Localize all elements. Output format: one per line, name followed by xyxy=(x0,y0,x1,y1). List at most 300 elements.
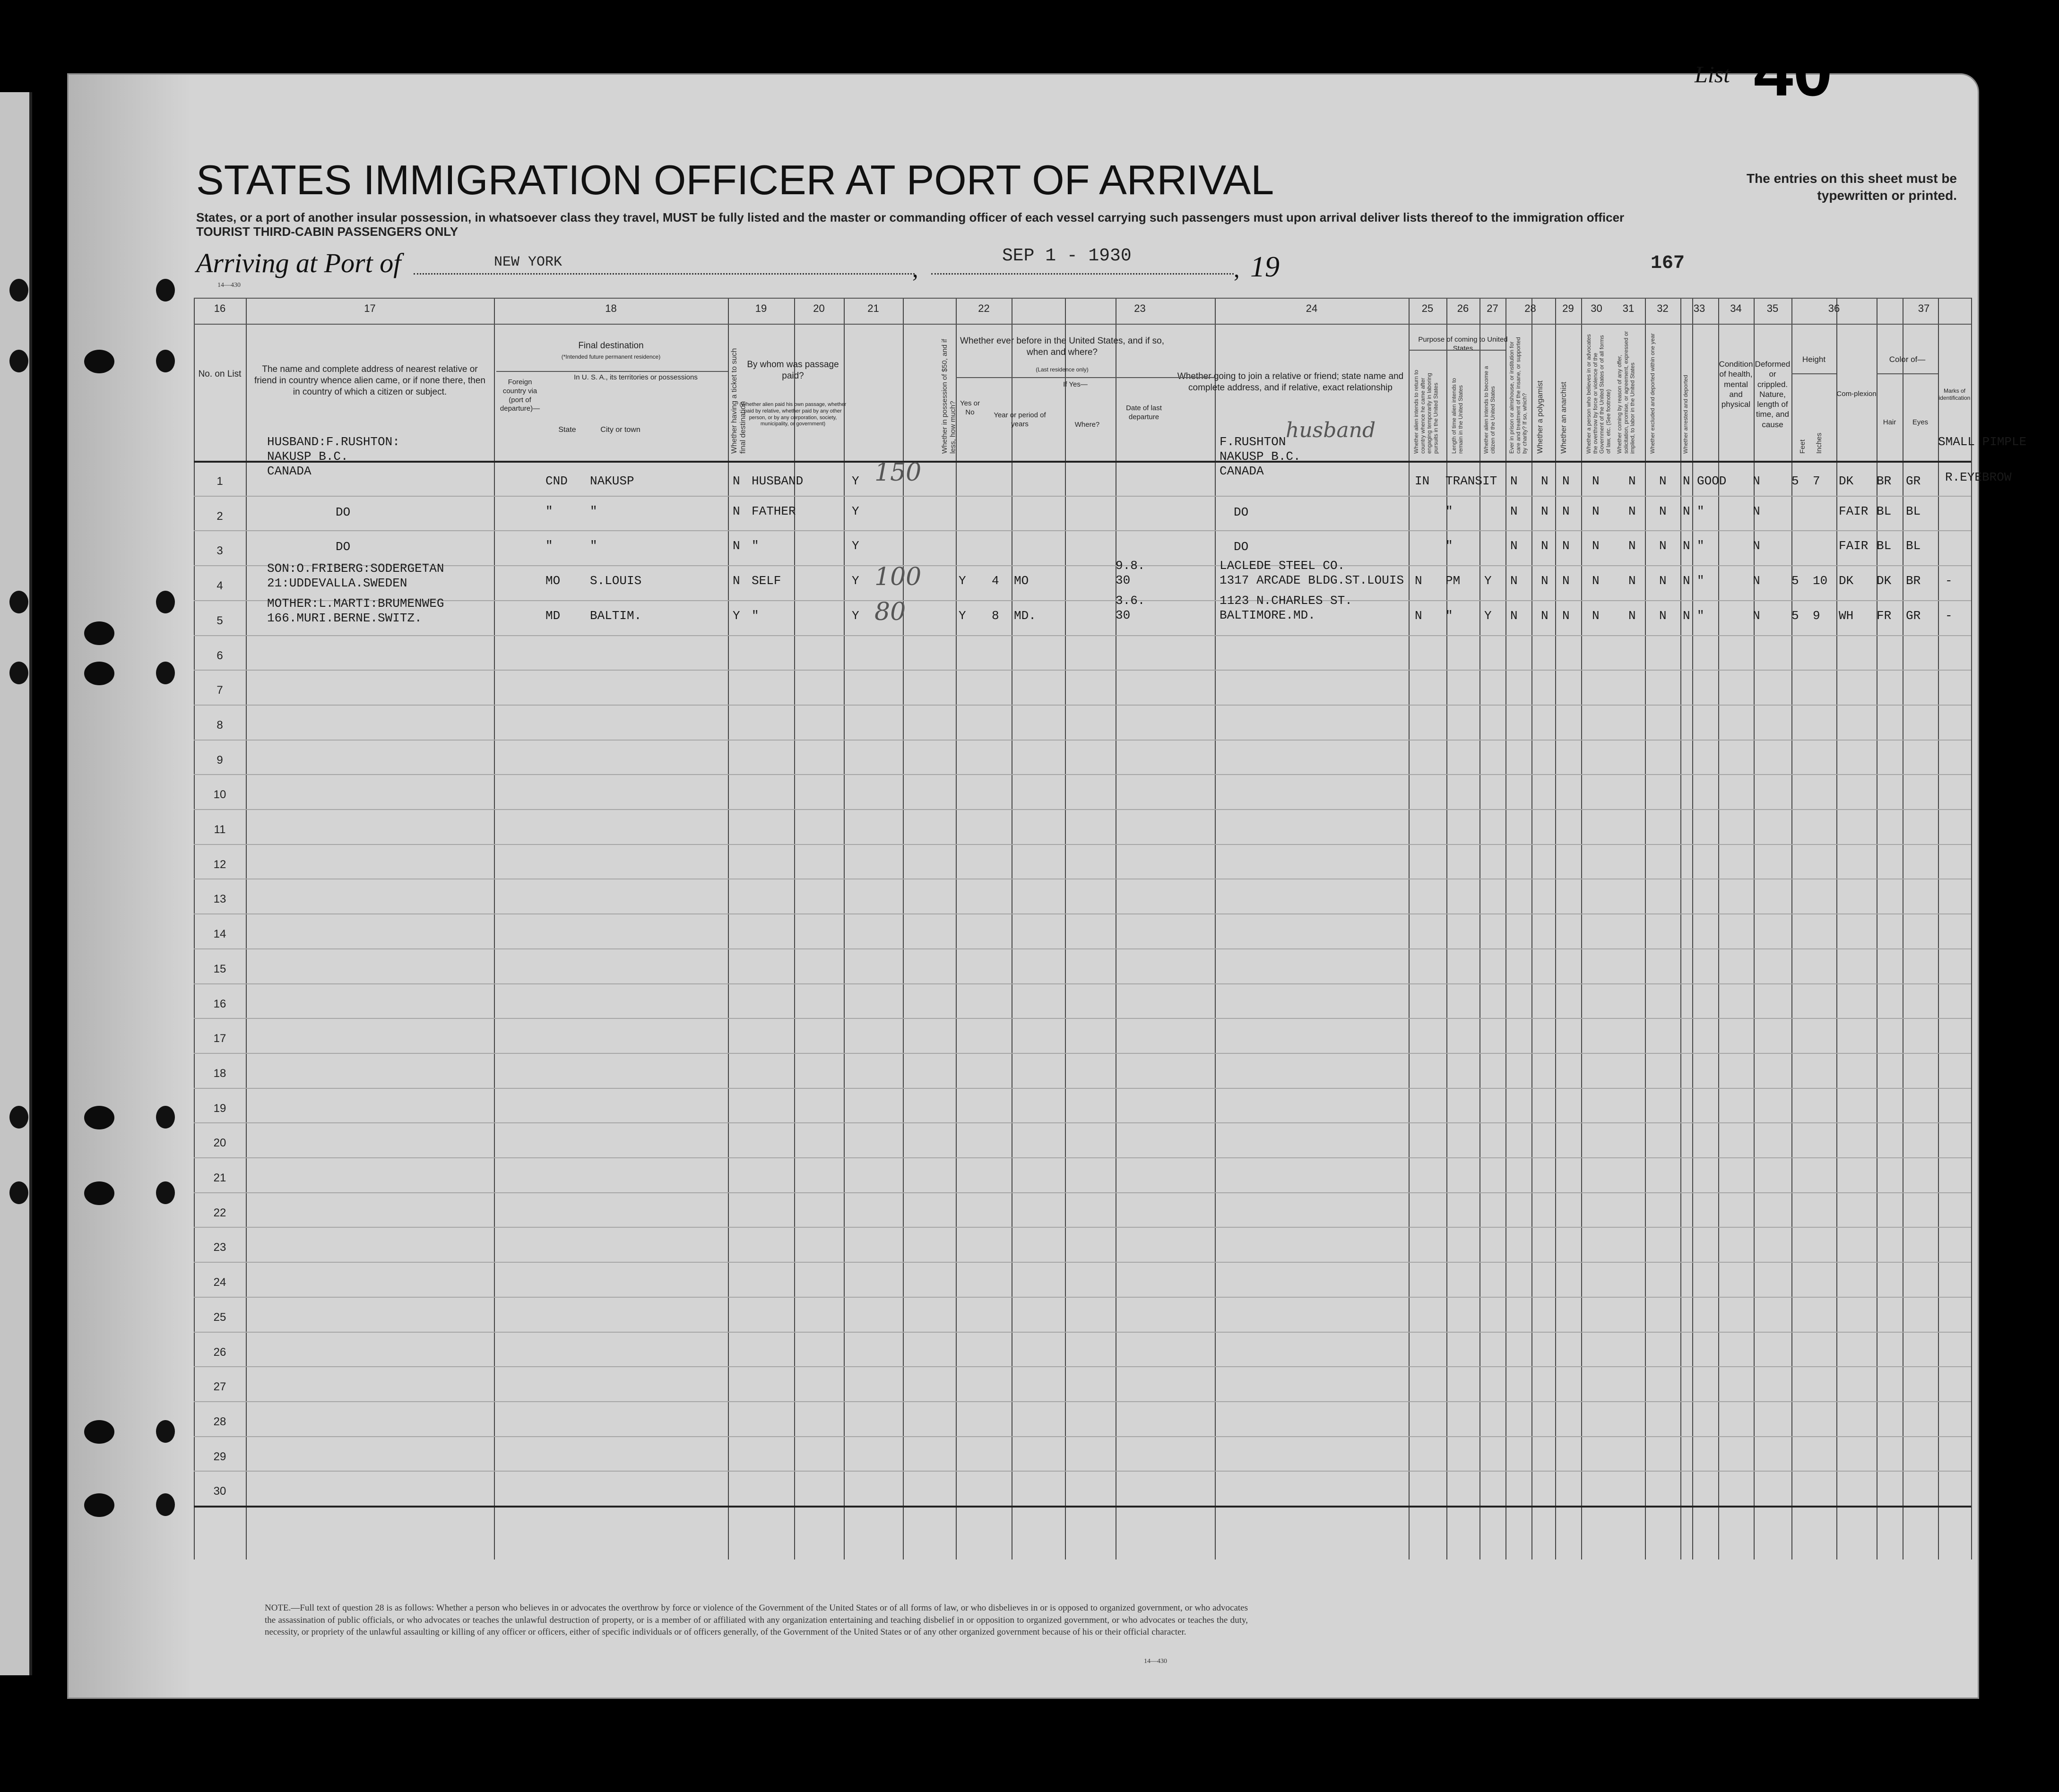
handwritten-note: husband xyxy=(1286,418,1376,442)
row-p2: " xyxy=(1445,539,1453,553)
row-city: BALTIM. xyxy=(590,608,642,623)
binder-pin xyxy=(9,662,28,684)
form-code: 14—430 xyxy=(217,282,241,289)
header-complexion: Com-plexion xyxy=(1836,390,1877,398)
row-number: 21 xyxy=(213,1172,226,1184)
relative-text: MOTHER:L.MARTI:BRUMENWEG xyxy=(267,596,444,611)
header-arrested: Whether arrested and deported xyxy=(1682,375,1689,454)
header-no-on-list: No. on List xyxy=(198,369,242,379)
year-prefix: 19 xyxy=(1250,251,1280,283)
row-number: 23 xyxy=(213,1241,226,1254)
column-number: 34 xyxy=(1730,302,1742,314)
join-text: 1317 ARCADE BLDG.ST.LOUIS xyxy=(1220,573,1404,588)
column-number: 22 xyxy=(978,302,990,314)
row-c30: N xyxy=(1659,608,1667,623)
header-if-yes: If Yes— xyxy=(1063,380,1088,388)
row-complexion: FAIR xyxy=(1839,539,1869,553)
row-paid: " xyxy=(752,608,759,623)
row-paid: HUSBAND xyxy=(752,474,804,488)
row-date-departure: 3.6. xyxy=(1116,593,1145,608)
row-p3: Y xyxy=(1484,608,1492,623)
row-number: 11 xyxy=(214,823,226,836)
column-number: 31 xyxy=(1622,302,1635,314)
header-nearest-relative: The name and complete address of nearest relative or friend in country whence alien came, or if none there, then in country of which a citizen or subject. xyxy=(254,364,485,397)
column-number: 18 xyxy=(605,302,617,314)
header-purpose-2: Length of time alien intends to remain in the United States xyxy=(1451,378,1464,454)
row-feet: 5 xyxy=(1791,474,1799,488)
row-eyes: BL xyxy=(1906,504,1921,518)
row-deformed: N xyxy=(1753,539,1760,553)
page-title: STATES IMMIGRATION OFFICER AT PORT OF ARRIVAL xyxy=(196,156,1274,203)
row-money: Y xyxy=(852,539,859,553)
subheader-rule xyxy=(1791,373,1836,374)
relative-text: DO xyxy=(336,540,351,554)
row-number: 2 xyxy=(216,509,223,523)
row-health: " xyxy=(1697,539,1704,553)
row-number: 14 xyxy=(213,928,226,941)
row-c28: N xyxy=(1592,574,1600,588)
row-number: 4 xyxy=(216,579,223,593)
column-number: 19 xyxy=(755,302,767,314)
column-number: 24 xyxy=(1306,302,1318,314)
subheader-rule xyxy=(496,371,728,372)
page-subtitle: States, or a port of another insular possession, in whatsoever class they travel, MUST be fully listed and the master or commanding officer of each vessel carrying such passengers must upon arrival deliver lists thereof to the immigration officer xyxy=(196,210,1625,224)
page-shading xyxy=(69,75,191,1697)
row-feet: 5 xyxy=(1791,608,1799,623)
header-possession-50: Whether in possession of $50, and if less, how much? xyxy=(941,339,957,454)
header-color-of: Color of— xyxy=(1889,355,1926,364)
row-money: Y xyxy=(852,608,859,623)
previous-page-edge xyxy=(0,92,32,1675)
footer-form-code: 14—430 xyxy=(1144,1658,1167,1665)
row-c29: N xyxy=(1628,574,1636,588)
row-rule xyxy=(194,670,1971,671)
column-number: 20 xyxy=(813,302,825,314)
colnum-rule xyxy=(194,324,1971,325)
row-rule xyxy=(194,1192,1971,1193)
row-p2: " xyxy=(1445,608,1453,623)
row-c30: N xyxy=(1659,574,1667,588)
row-complexion: DK xyxy=(1839,474,1854,488)
row-number: 26 xyxy=(213,1345,226,1359)
header-where: Where? xyxy=(1074,421,1100,429)
row-rule xyxy=(194,1332,1971,1333)
row-paid: SELF xyxy=(752,574,781,588)
header-passage-paid-note: (Whether alien paid his own passage, whether paid by relative, whether paid by any other person, or by any corporation, society, municipality, or government) xyxy=(739,402,847,427)
binder-pin xyxy=(9,1181,28,1204)
column-number: 27 xyxy=(1487,302,1498,314)
row-paid: FATHER xyxy=(752,504,796,518)
header-final-destination-note: (*Intended future permanent residence) xyxy=(561,353,661,360)
join-text: LACLEDE STEEL CO. xyxy=(1220,559,1345,573)
binder-pin xyxy=(156,1493,175,1516)
column-number: 28 xyxy=(1524,302,1536,314)
row-state: CND xyxy=(545,474,568,488)
row-paid: " xyxy=(752,539,759,553)
column-number: 16 xyxy=(214,302,226,314)
header-state: State xyxy=(558,426,576,434)
row-ticket: Y xyxy=(733,608,740,623)
row-p2: " xyxy=(1445,504,1453,518)
binder-pin xyxy=(156,350,175,372)
column-rule xyxy=(728,298,729,1559)
row-number: 25 xyxy=(213,1310,226,1324)
row-rule xyxy=(194,1157,1971,1158)
row-ticket: N xyxy=(733,504,740,518)
row-money: Y xyxy=(852,574,859,588)
row-state: MD xyxy=(545,608,561,623)
comma-separator: , xyxy=(912,256,918,282)
row-number: 1 xyxy=(216,475,223,488)
header-joining: Whether going to join a relative or friend; state name and complete address, and if relative, exact relationship xyxy=(1177,371,1404,393)
row-rule xyxy=(194,530,1971,531)
row-rule xyxy=(194,1227,1971,1228)
relative-text: HUSBAND:F.RUSHTON: xyxy=(267,435,400,449)
row-rule xyxy=(194,600,1971,601)
identification-mark: - xyxy=(1945,608,1953,623)
row-number: 19 xyxy=(213,1102,226,1115)
row-rule xyxy=(194,1436,1971,1437)
manifest-table xyxy=(194,298,2027,1559)
row-complexion: WH xyxy=(1839,608,1854,623)
row-c27: N xyxy=(1562,504,1570,518)
row-number: 22 xyxy=(213,1206,226,1219)
row-rule xyxy=(194,809,1971,810)
binder-pin xyxy=(9,279,28,302)
column-number: 33 xyxy=(1693,302,1705,314)
row-p1: N xyxy=(1415,608,1422,623)
column-rule xyxy=(1215,298,1216,1559)
column-number: 32 xyxy=(1657,302,1669,314)
row-eyes: BL xyxy=(1906,539,1921,553)
row-deformed: N xyxy=(1753,574,1760,588)
column-rule xyxy=(1581,298,1582,1559)
row-years: 8 xyxy=(992,608,999,623)
row-number: 18 xyxy=(213,1067,226,1080)
footnote: NOTE.—Full text of question 28 is as follows: Whether a person who believes in or advocates the overthrow by force or violence of the Government of the United States or of all forms of law, or who disbelieves in or is opposed to organized government, or who advocates the assassination of public officials, or who advocates or teaches the unlawful destruction of property, or is a member of or affiliated with any organization entertaining and teaching disbelief in or opposition to organized government, or who advocates or teaches the duty, necessity, or propriety of the unlawful assaulting or killing of any officer or officers, either of specific individuals or of officers generally, of the Government of the United States or of any other organized government because of his or their official character. xyxy=(265,1603,1248,1637)
row-state: MO xyxy=(545,574,561,588)
column-rule xyxy=(494,298,495,1559)
date-underline xyxy=(931,273,1234,275)
binder-pin xyxy=(156,662,175,684)
row-number: 7 xyxy=(216,684,223,697)
row-c27: N xyxy=(1562,574,1570,588)
column-number: 26 xyxy=(1457,302,1469,314)
column-number: 23 xyxy=(1134,302,1146,314)
row-hair: DK xyxy=(1877,574,1892,588)
column-number: 35 xyxy=(1766,302,1779,314)
row-p1: N xyxy=(1415,574,1422,588)
header-inches: Inches xyxy=(1815,432,1823,454)
row-complexion: FAIR xyxy=(1839,504,1869,518)
row-state: " xyxy=(545,539,553,553)
header-purpose-1: Whether alien intends to return to country whence he came after engaging temporarily in laboring pursuits in the United States xyxy=(1413,370,1439,454)
row-rule xyxy=(194,1018,1971,1019)
binder-hole xyxy=(84,1493,114,1517)
row-number: 28 xyxy=(213,1415,226,1428)
header-prison: Ever in prison or almshouse, or institution for care and treatment of the insane, or supported by charity? If so, which? xyxy=(1508,337,1528,454)
subheader-rule xyxy=(956,377,1215,378)
row-rule xyxy=(194,774,1971,775)
row-c30: N xyxy=(1659,539,1667,553)
column-rule xyxy=(1531,298,1532,1559)
relative-text: NAKUSP B.C. xyxy=(267,449,348,464)
column-rule xyxy=(1065,298,1066,1559)
row-c31: N xyxy=(1683,474,1690,488)
header-passage-paid: By whom was passage paid? xyxy=(747,360,839,381)
row-rule xyxy=(194,913,1971,914)
column-rule xyxy=(1680,298,1681,1559)
relative-text: 166.MURI.BERNE.SWITZ. xyxy=(267,611,422,625)
header-marks: Marks of identification xyxy=(1938,388,1971,401)
row-money: Y xyxy=(852,474,859,488)
row-ever: Y xyxy=(959,608,966,623)
row-rule xyxy=(194,1366,1971,1367)
row-rule xyxy=(194,948,1971,949)
row-rule xyxy=(194,844,1971,845)
row-c25: N xyxy=(1510,574,1518,588)
row-years: 4 xyxy=(992,574,999,588)
row-rule xyxy=(194,1088,1971,1089)
row-c29: N xyxy=(1628,539,1636,553)
row-number: 15 xyxy=(213,962,226,975)
list-number: 40 xyxy=(1754,31,1833,111)
row-c26: N xyxy=(1541,574,1549,588)
column-number: 21 xyxy=(867,302,879,314)
row-c31: N xyxy=(1683,574,1690,588)
header-final-destination: Final destination xyxy=(578,341,644,351)
row-money: Y xyxy=(852,504,859,518)
header-overthrow: Whether a person who believes in or advocates the overthrow by force or violence of the Government of the United States or of all forms of law, etc. (See footnote) xyxy=(1585,334,1612,454)
row-number: 5 xyxy=(216,614,223,627)
row-c26: N xyxy=(1541,504,1549,518)
join-text: DO xyxy=(1234,505,1249,519)
join-text: CANADA xyxy=(1220,464,1264,478)
row-number: 9 xyxy=(216,753,223,767)
row-hair: BR xyxy=(1877,474,1892,488)
header-date-departure: Date of last departure xyxy=(1126,404,1162,421)
row-number: 30 xyxy=(213,1485,226,1498)
header-bottom-rule xyxy=(194,461,1971,463)
row-c31: N xyxy=(1683,608,1690,623)
header-hair: Hair xyxy=(1883,418,1896,426)
row-c27: N xyxy=(1562,608,1570,623)
row-number: 6 xyxy=(216,649,223,662)
row-date-departure: 30 xyxy=(1116,608,1131,622)
relative-text: DO xyxy=(336,505,351,519)
column-rule xyxy=(1692,298,1693,1559)
row-rule xyxy=(194,1297,1971,1298)
handwritten-amount: 100 xyxy=(874,563,922,592)
port-value: NEW YORK xyxy=(494,254,562,270)
row-rule xyxy=(194,496,1971,497)
row-c26: N xyxy=(1541,608,1549,623)
header-eyes: Eyes xyxy=(1912,418,1929,426)
identification-mark: SMALL PIMPLE xyxy=(1938,435,2027,449)
header-ticket: Whether having a ticket to such final destination xyxy=(730,348,747,454)
row-eyes: BR xyxy=(1906,574,1921,588)
row-city: NAKUSP xyxy=(590,474,634,488)
column-rule xyxy=(1409,298,1410,1559)
row-c31: N xyxy=(1683,539,1690,553)
row-p2: TRANSIT xyxy=(1445,474,1497,488)
row-c28: N xyxy=(1592,504,1600,518)
row-ticket: N xyxy=(733,574,740,588)
row-c29: N xyxy=(1628,474,1636,488)
row-where: MD. xyxy=(1014,608,1036,623)
header-city: City or town xyxy=(600,426,640,434)
header-foreign-country: Foreign country via (port of departure)— xyxy=(500,378,540,413)
column-rule xyxy=(1971,298,1972,1559)
subheader-rule xyxy=(1409,350,1505,351)
row-p1: IN xyxy=(1415,474,1430,488)
header-ever-before-note: (Last residence only) xyxy=(1036,366,1089,373)
header-excluded: Whether coming by reason of any offer, solicitation, promise, or agreement, expressed or implied, to labor in the United States xyxy=(1616,331,1636,454)
row-c27: N xyxy=(1562,539,1570,553)
column-rule xyxy=(1555,298,1556,1559)
row-c25: N xyxy=(1510,608,1518,623)
row-hair: BL xyxy=(1877,504,1892,518)
row-rule xyxy=(194,983,1971,984)
row-rule xyxy=(194,1122,1971,1123)
binder-hole xyxy=(84,350,114,373)
header-polygamist: Whether a polygamist xyxy=(1536,380,1544,454)
column-number: 37 xyxy=(1918,302,1930,314)
list-instruction: The entries on this sheet must be typewritten or printed. xyxy=(1747,171,1957,203)
row-c28: N xyxy=(1592,474,1600,488)
row-number: 3 xyxy=(216,544,223,558)
row-inches: 7 xyxy=(1813,474,1820,488)
binder-pin xyxy=(156,591,175,613)
row-rule xyxy=(194,1401,1971,1402)
relative-text: CANADA xyxy=(267,464,311,478)
row-c25: N xyxy=(1510,504,1518,518)
column-number: 17 xyxy=(364,302,376,314)
subheader-rule xyxy=(1877,373,1938,374)
comma-separator: , xyxy=(1234,256,1240,282)
column-rule xyxy=(903,298,904,1559)
binder-hole xyxy=(84,662,114,685)
identification-mark: R.EYEBROW xyxy=(1945,470,2012,484)
column-number: 29 xyxy=(1562,302,1574,314)
header-ever-before: Whether ever before in the United States, and if so, when and where? xyxy=(960,336,1164,357)
row-number: 27 xyxy=(213,1380,226,1394)
binder-pin xyxy=(156,1181,175,1204)
header-deformed: Deformed or crippled. Nature, length of time, and cause xyxy=(1755,360,1791,429)
row-health: " xyxy=(1697,504,1704,518)
row-rule xyxy=(194,1262,1971,1263)
column-rule xyxy=(956,298,957,1559)
row-state: " xyxy=(545,504,553,518)
binder-pin xyxy=(9,1106,28,1129)
row-ticket: N xyxy=(733,474,740,488)
arriving-label: Arriving at Port of xyxy=(196,248,401,278)
binder-pin xyxy=(9,591,28,613)
row-hair: BL xyxy=(1877,539,1892,553)
join-text: DO xyxy=(1234,540,1249,554)
column-number: 25 xyxy=(1421,302,1434,314)
row-ticket: N xyxy=(733,539,740,553)
sheet-number: 167 xyxy=(1651,253,1685,274)
handwritten-amount: 80 xyxy=(874,597,906,626)
row-city: S.LOUIS xyxy=(590,574,642,588)
row-city: " xyxy=(590,504,597,518)
header-condition: Condition of health, mental and physical xyxy=(1719,360,1753,409)
binder-hole xyxy=(84,621,114,645)
row-rule xyxy=(194,1471,1971,1472)
row-c29: N xyxy=(1628,608,1636,623)
row-number: 12 xyxy=(213,858,226,871)
row-c26: N xyxy=(1541,539,1549,553)
binder-pin xyxy=(156,279,175,302)
column-rule xyxy=(1645,298,1646,1559)
header-anarchist: Whether an anarchist xyxy=(1560,381,1568,454)
header-purpose-3: Whether alien intends to become a citizen of the United States xyxy=(1483,366,1496,454)
join-text: 1123 N.CHARLES ST. xyxy=(1220,593,1352,608)
binder-pin xyxy=(9,350,28,372)
row-c26: N xyxy=(1541,474,1549,488)
row-c27: N xyxy=(1562,474,1570,488)
row-p3: Y xyxy=(1484,574,1492,588)
row-health: " xyxy=(1697,608,1704,623)
row-number: 10 xyxy=(213,788,226,801)
row-number: 13 xyxy=(213,893,226,906)
row-rule xyxy=(194,740,1971,741)
row-deformed: N xyxy=(1753,504,1760,518)
row-c30: N xyxy=(1659,474,1667,488)
passenger-class: TOURIST THIRD-CABIN PASSENGERS ONLY xyxy=(196,224,459,239)
row-ever: Y xyxy=(959,574,966,588)
header-purpose: Purpose of coming to United States xyxy=(1418,336,1508,353)
row-c28: N xyxy=(1592,608,1600,623)
row-rule xyxy=(194,1506,1971,1508)
row-health: " xyxy=(1697,574,1704,588)
row-c31: N xyxy=(1683,504,1690,518)
row-eyes: GR xyxy=(1906,608,1921,623)
row-deformed: N xyxy=(1753,474,1760,488)
row-c25: N xyxy=(1510,539,1518,553)
row-rule xyxy=(194,705,1971,706)
row-feet: 5 xyxy=(1791,574,1799,588)
row-c25: N xyxy=(1510,474,1518,488)
row-p2: PM xyxy=(1445,574,1461,588)
column-rule xyxy=(1938,298,1939,1559)
port-underline xyxy=(414,273,915,275)
row-c28: N xyxy=(1592,539,1600,553)
row-date-departure: 9.8. xyxy=(1116,559,1145,573)
row-hair: FR xyxy=(1877,608,1892,623)
column-rule xyxy=(194,298,195,1559)
header-feet: Feet xyxy=(1799,439,1807,454)
column-rule xyxy=(246,298,247,1559)
row-rule xyxy=(194,1053,1971,1054)
binder-hole xyxy=(84,1181,114,1205)
row-date-departure: 30 xyxy=(1116,573,1131,588)
join-text: NAKUSP B.C. xyxy=(1220,449,1301,464)
relative-text: SON:O.FRIBERG:SODERGETAN xyxy=(267,561,444,576)
header-deported: Whether excluded and deported within one year xyxy=(1649,333,1656,454)
row-complexion: DK xyxy=(1839,574,1854,588)
join-text: F.RUSHTON xyxy=(1220,435,1286,449)
header-height: Height xyxy=(1802,355,1826,364)
row-number: 16 xyxy=(213,997,226,1010)
handwritten-amount: 150 xyxy=(874,458,922,487)
row-deformed: N xyxy=(1753,608,1760,623)
list-label: List xyxy=(1695,61,1730,87)
row-number: 24 xyxy=(213,1276,226,1289)
row-inches: 9 xyxy=(1813,608,1820,623)
row-where: MO xyxy=(1014,574,1029,588)
